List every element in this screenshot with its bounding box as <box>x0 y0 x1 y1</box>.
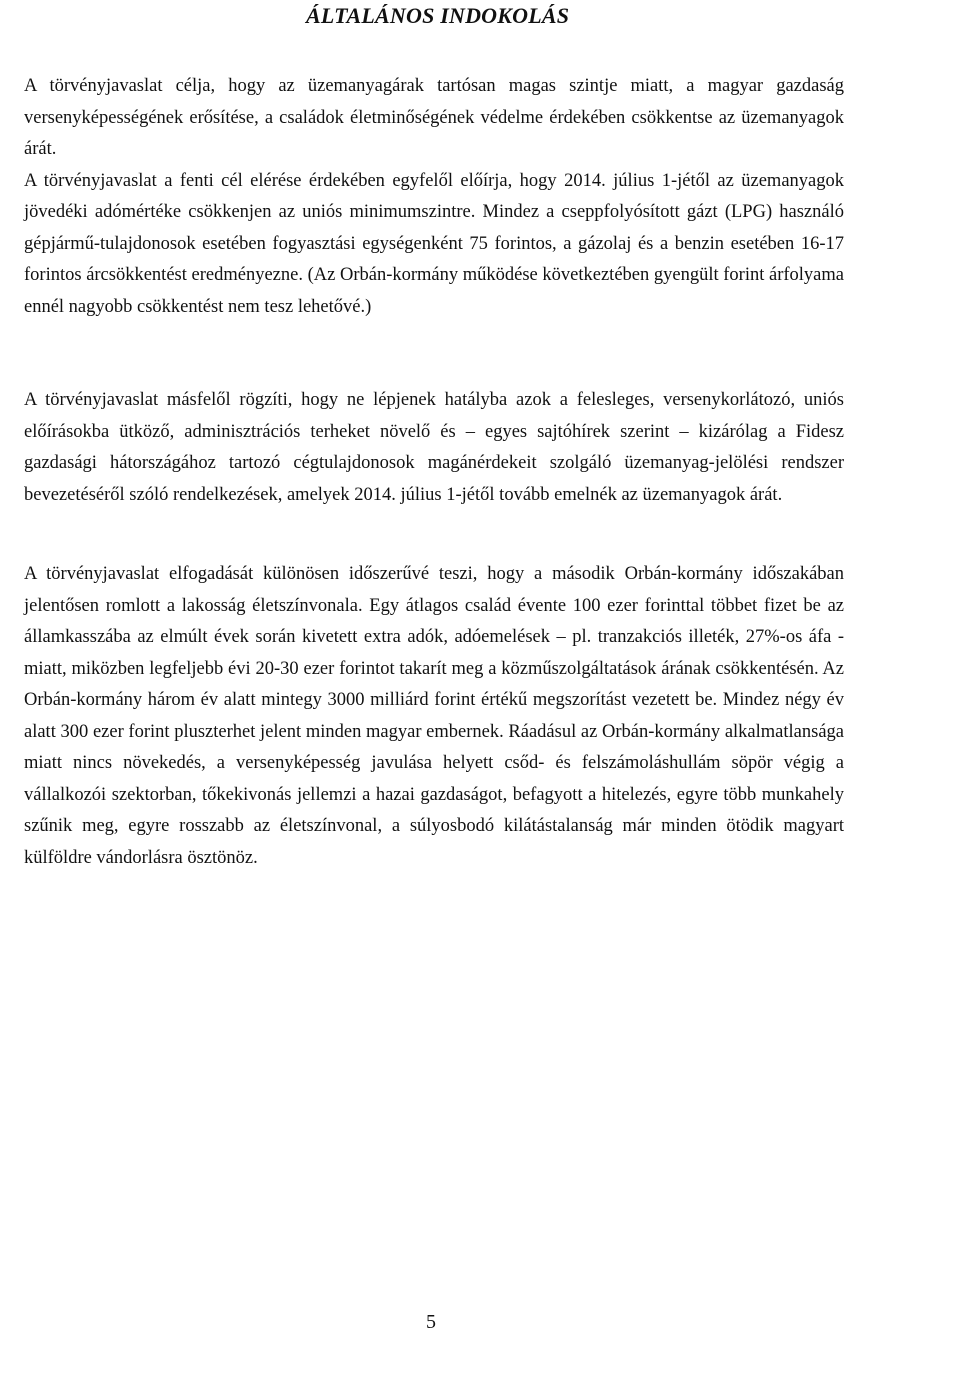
page-number: 5 <box>426 1311 436 1333</box>
paragraph-living-standards: A törvényjavaslat elfogadását különösen időszerűvé teszi, hogy a második Orbán-kormány időszakában jelentősen romlott a lakosság életszínvonala. Egy átlagos család évente 100 ezer forinttal többet fizet be az államkasszába az elmúlt évek során kivetett extra adók, adóemelések – pl. tranzakciós illeték, 27%-os áfa - miatt, miközben legfeljebb évi 20-30 ezer forintot takarít meg a közműszolgáltatások árának csökkentésén. Az Orbán-kormány három év alatt mintegy 3000 milliárd forint értékű megszorítást vezetett be. Mindez négy év alatt 300 ezer forint pluszterhet jelent minden magyar embernek. Ráadásul az Orbán-kormány alkalmatlansága miatt nincs növekedés, a versenyképesség javulása helyett csőd- és felszámoláshullám söpör végig a vállalkozói szektorban, tőkekivonás jellemzi a hazai gazdaságot, befagyott a hitelezés, egyre több munkahely szűnik meg, egyre rosszabb az életszínvonal, a súlyosbodó kilátástalanság már minden ötödik magyart külföldre vándorlásra ösztönöz. <box>24 564 844 868</box>
paragraph-fuel-marking: A törvényjavaslat másfelől rögzíti, hogy ne lépjenek hatályba azok a felesleges, versenykorlátozó, uniós előírásokba ütköző, adminisztrációs terheket növelő és – egyes sajtóhírek szerint – kizárólag a Fidesz gazdasági hátországához tartozó cégtulajdonosok magánérdekeit szolgáló üzemanyag-jelölési rendszer bevezetéséről szóló rendelkezések, amelyek 2014. július 1-jétől tovább emelnék az üzemanyagok árát. <box>24 390 844 505</box>
document-title: ÁLTALÁNOS INDOKOLÁS <box>306 3 570 28</box>
paragraph-excise-tax: A törvényjavaslat a fenti cél elérése érdekében egyfelől előírja, hogy 2014. július 1-jétől az üzemanyagok jövedéki adómértéke csökkenjen az uniós minimumszintre. Mindez a cseppfolyósított gázt (LPG) használó gépjármű-tulajdonosok esetében fogyasztási egységenként 75 forintos, a gázolaj és a benzin esetében 16-17 forintos árcsökkentést eredményezne. (Az Orbán-kormány működése következtében gyengült forint árfolyama ennél nagyobb csökkentést nem tesz lehetővé.) <box>24 170 844 317</box>
paragraph-purpose-sentence: A törvényjavaslat célja, hogy az üzemanyagárak tartósan magas szintje miatt, a magyar gazdaság versenyképességének erősítése, a családok életminőségének védelme érdekében csökkentse az üzemanyagok árát. <box>24 76 844 159</box>
paragraph-purpose <box>24 71 844 323</box>
